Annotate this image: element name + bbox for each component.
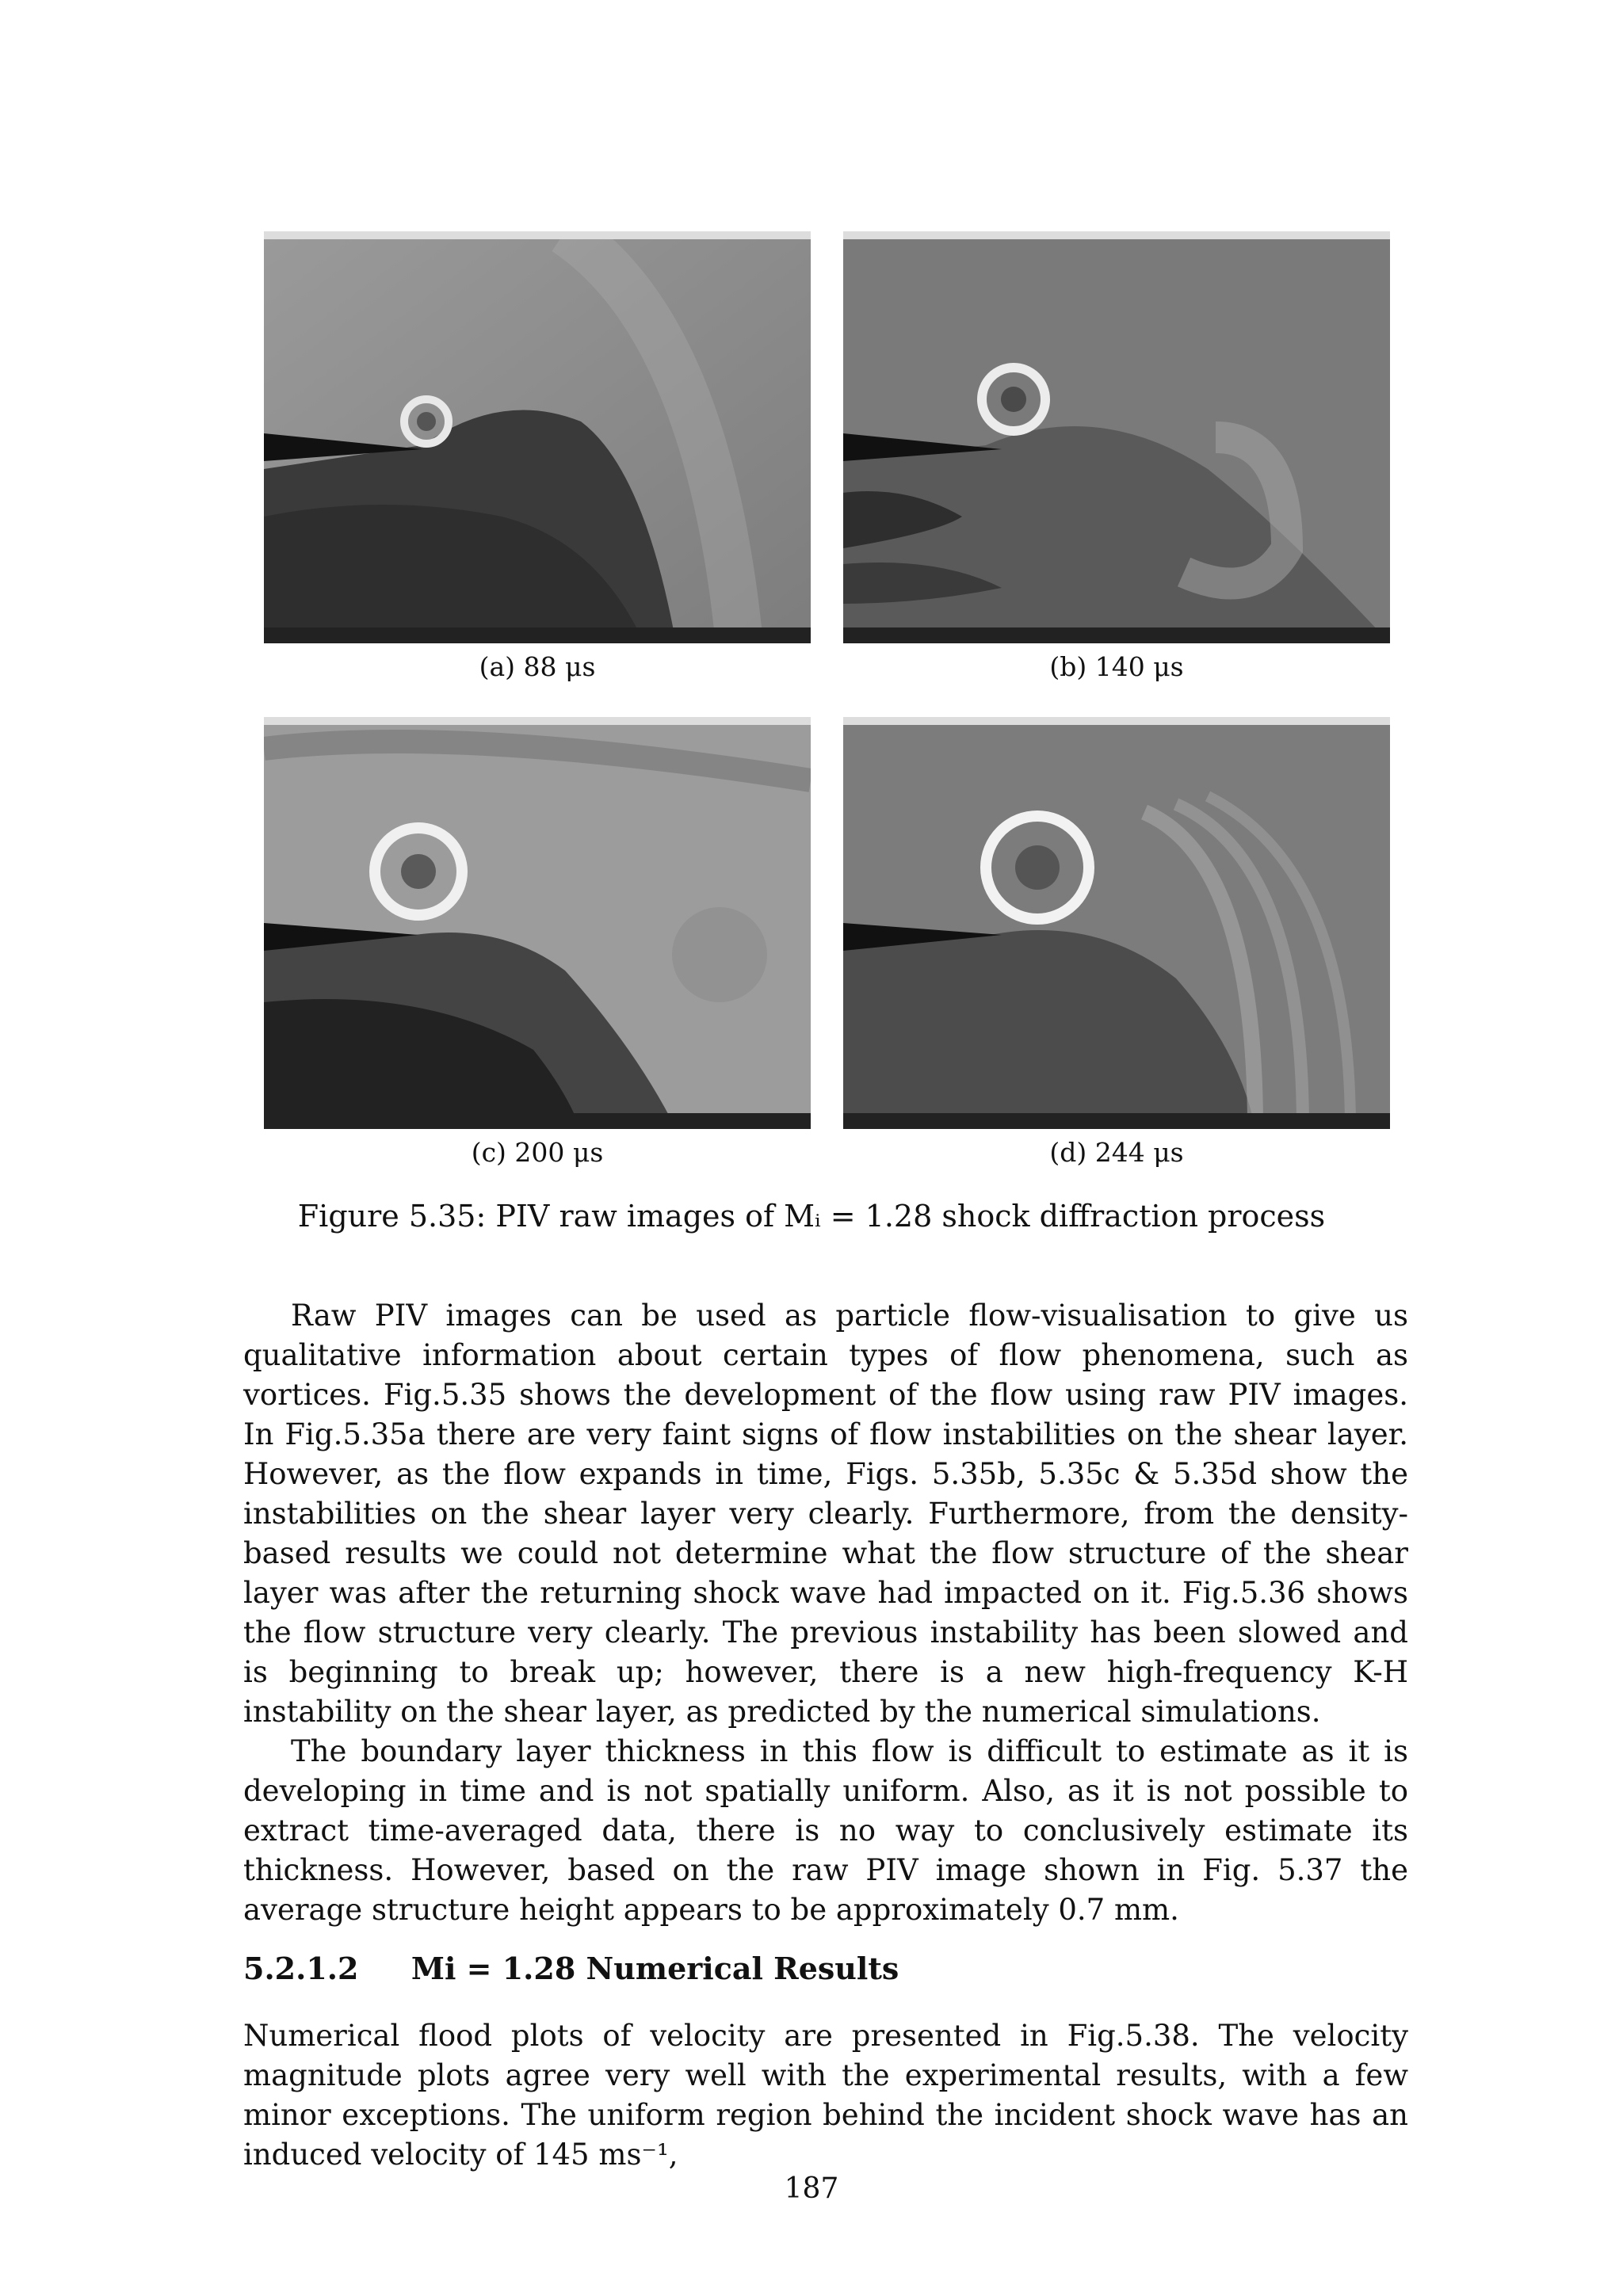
figure-caption: Figure 5.35: PIV raw images of Mᵢ = 1.28 shock diffraction process [297,1199,1326,1234]
panel-c-caption: (c) 200 μs [471,1137,604,1168]
section-heading [243,1949,899,1989]
section-title: Mi = 1.28 Numerical Results [411,1951,899,1986]
figure-panel-a [264,231,811,643]
panel-a-caption: (a) 88 μs [479,651,596,682]
section-number: 5.2.1.2 [243,1951,359,1986]
piv-image-d [843,717,1390,1129]
page-number: 187 [784,2172,839,2205]
panel-b-caption: (b) 140 μs [1049,651,1184,682]
figure-panel-d [843,717,1390,1129]
panel-d-caption: (d) 244 μs [1049,1137,1184,1168]
figure-panel-c [264,717,811,1129]
final-paragraph-block [243,2016,1408,2175]
piv-image-a [264,231,811,643]
paragraph-2: The boundary layer thickness in this flow is difficult to estimate as it is developing in time and is not spatially uniform. Also, as it is not possible to extract time-averaged data, there is no way to conclusively estimate its thickness. However, based on the raw PIV image shown in Fig. 5.37 the average structure height appears to be approximately 0.7 mm. [243,1734,1408,1927]
figure-panel-b [843,231,1390,643]
body-text [243,1296,1408,1930]
piv-image-b [843,231,1390,643]
paragraph-3: Numerical flood plots of velocity are presented in Fig.5.38. The velocity magnitude plots agree very well with the experimental results, with a few minor exceptions. The uniform region behind the incident shock wave has an induced velocity of 145 ms⁻¹, [243,2019,1408,2172]
paragraph-1: Raw PIV images can be used as particle flow-visualisation to give us qualitative information about certain types of flow phenomena, such as vortices. Fig.5.35 shows the development of the flow using raw PIV images. In Fig.5.35a there are very faint signs of flow instabilities on the shear layer. However, as the flow expands in time, Figs. 5.35b, 5.35c & 5.35d show the instabilities on the shear layer very clearly. Furthermore, from the density-based results we could not determine what the flow structure of the shear layer was after the returning shock wave had impacted on it. Fig.5.36 shows the flow structure very clearly. The previous instability has been slowed and is beginning to break up; however, there is a new high-frequency K-H instability on the shear layer, as predicted by the numerical simulations. [243,1299,1408,1729]
piv-image-c [264,717,811,1129]
